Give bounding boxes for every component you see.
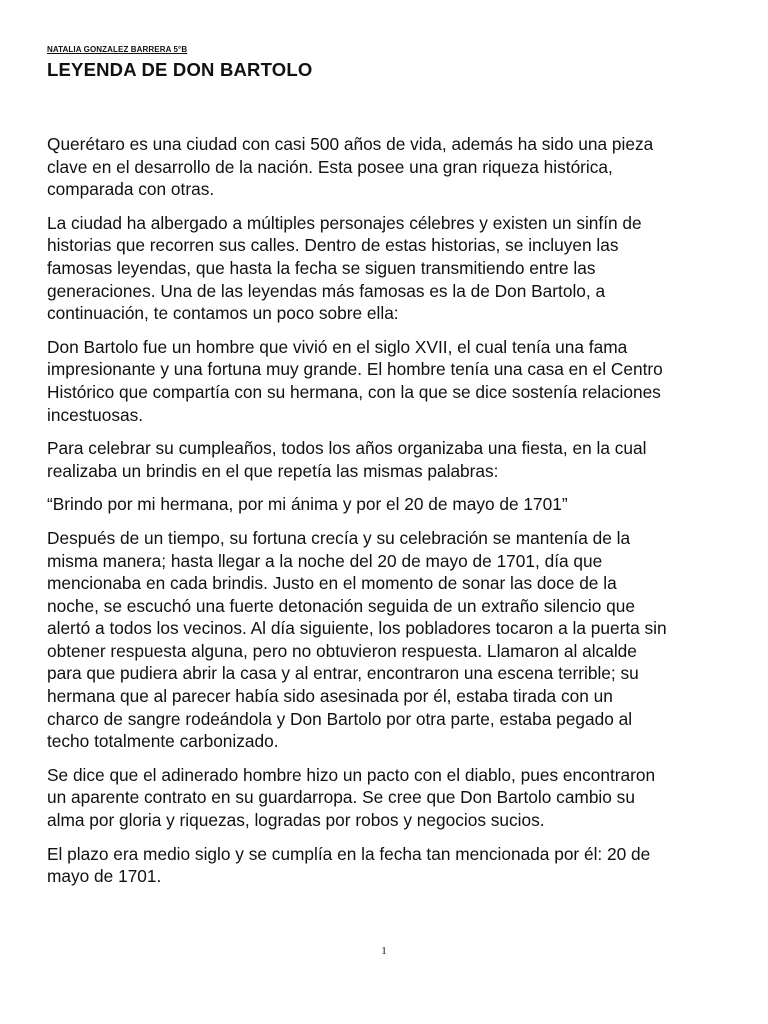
- document-title: LEYENDA DE DON BARTOLO: [47, 59, 313, 80]
- author-line: NATALIA GONZALEZ BARRERA 5°B: [47, 45, 188, 54]
- document-body: [47, 133, 737, 899]
- paragraph-birthday: Para celebrar su cumpleaños, todos los años organizaba una fiesta, en la cual realizaba un brindis en el que repetía las mismas palabras:: [47, 438, 647, 481]
- paragraph-night-event: Después de un tiempo, su fortuna crecía y su celebración se mantenía de la misma manera; hasta llegar a la noche del 20 de mayo de 1701, día que mencionaba en cada brindis. Justo en el momento de sonar las doce de la noche, se escuchó una fuerte detonación seguida de un extraño silencio que alertó a todos los vecinos. Al día siguiente, los pobladores tocaron a la puerta sin obtener respuesta alguna, pero no obtuvieron respuesta. Llamaron al alcalde para que pudiera abrir la casa y al entrar, encontraron una escena terrible; su hermana que al parecer había sido asesinada por él, estaba tirada con un charco de sangre rodeándola y Don Bartolo por otra parte, estaba pegado al techo totalmente carbonizado.: [47, 527, 667, 752]
- page-number: 1: [381, 945, 387, 957]
- paragraph-legends: La ciudad ha albergado a múltiples personajes célebres y existen un sinfín de historias que recorren sus calles. Dentro de estas historias, se incluyen las famosas leyendas, que hasta la fecha se siguen transmitiendo entre las generaciones. Una de las leyendas más famosas es la de Don Bartolo, a continuación, te contamos un poco sobre ella:: [47, 212, 642, 324]
- paragraph-pact: Se dice que el adinerado hombre hizo un pacto con el diablo, pues encontraron un aparente contrato en su guardarropa. Se cree que Don Bartolo cambio su alma por gloria y riquezas, logradas por robos y negocios sucios.: [47, 764, 656, 831]
- paragraph-don-bartolo: Don Bartolo fue un hombre que vivió en el siglo XVII, el cual tenía una fama impresionante y una fortuna muy grande. El hombre tenía una casa en el Centro Histórico que compartía con su hermana, con la que se dice sostenía relaciones incestuosas.: [47, 336, 663, 425]
- paragraph-intro: Querétaro es una ciudad con casi 500 años de vida, además ha sido una pieza clave en el desarrollo de la nación. Esta posee una gran riqueza histórica, comparada con otras.: [47, 134, 654, 200]
- paragraph-toast-quote: “Brindo por mi hermana, por mi ánima y por el 20 de mayo de 1701”: [47, 494, 568, 515]
- paragraph-deadline: El plazo era medio siglo y se cumplía en la fecha tan mencionada por él: 20 de mayo de 1701.: [47, 843, 651, 887]
